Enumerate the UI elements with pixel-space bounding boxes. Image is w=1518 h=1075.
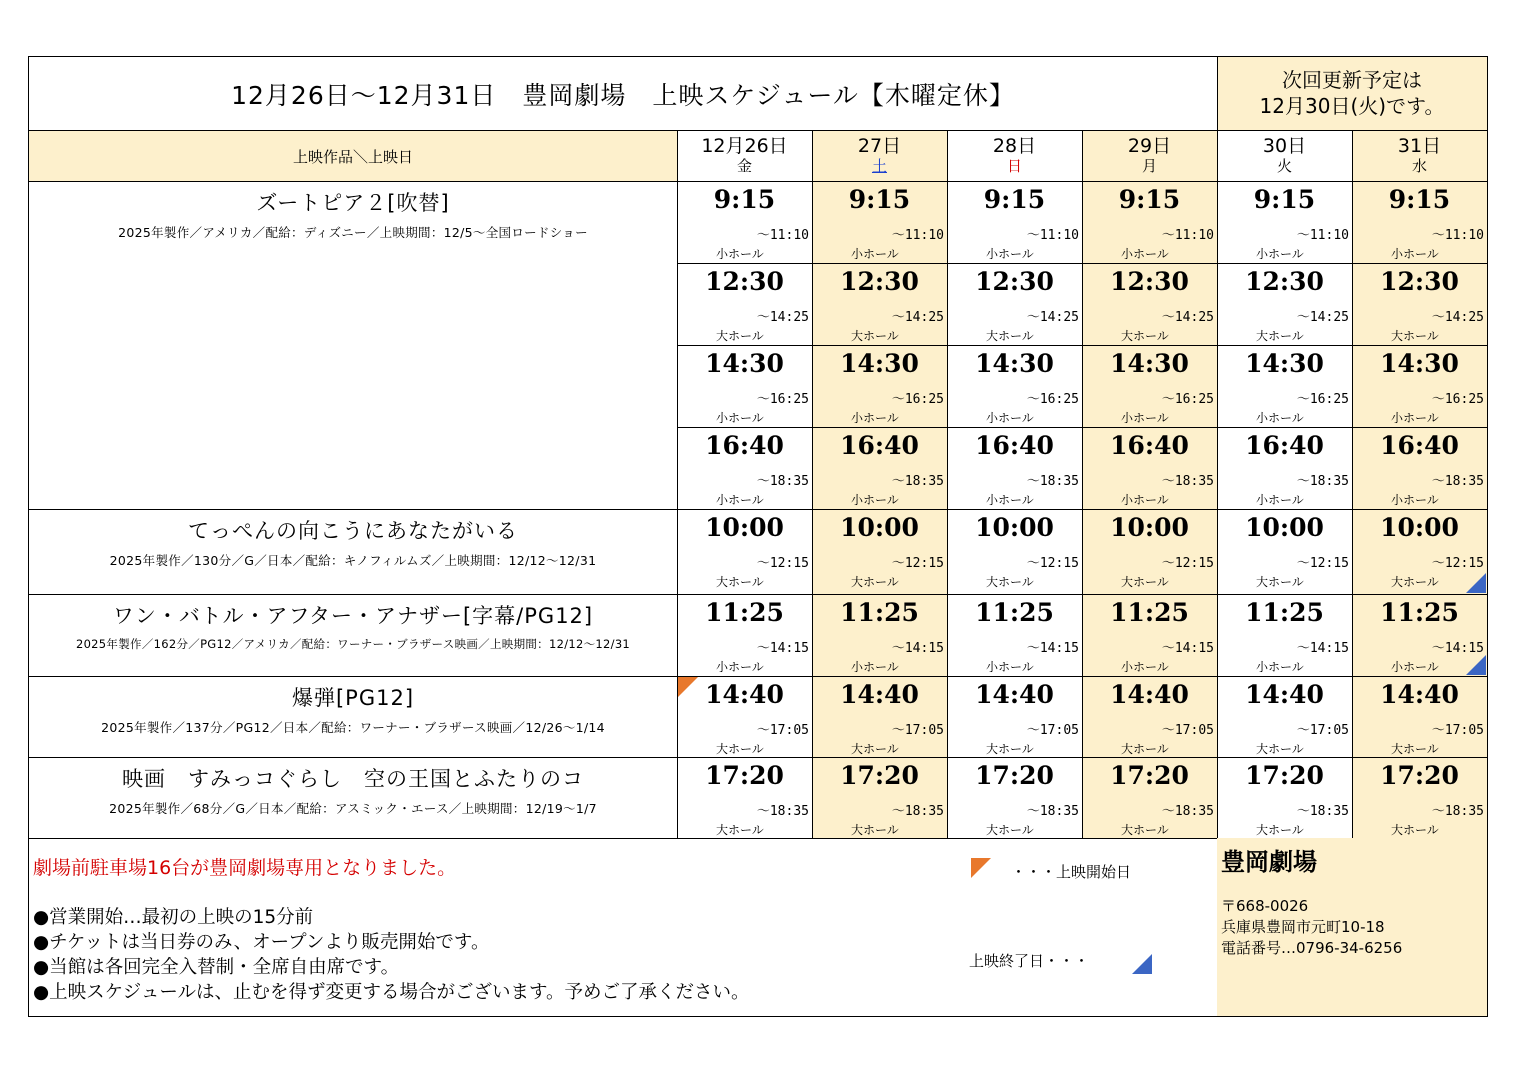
hall-name: 小ホール bbox=[1121, 411, 1169, 425]
end-time: ～12:15 bbox=[1431, 556, 1484, 571]
showtime-cell bbox=[1082, 263, 1217, 345]
end-time: ～11:10 bbox=[1431, 228, 1484, 243]
hall-name: 小ホール bbox=[851, 247, 899, 261]
theater-name: 豊岡劇場 bbox=[1221, 848, 1317, 876]
start-time: 12:30 bbox=[975, 267, 1054, 296]
divider bbox=[677, 130, 678, 838]
rule-item: ●営業開始…最初の上映の15分前 bbox=[33, 907, 314, 928]
start-time: 14:30 bbox=[1380, 349, 1459, 378]
start-time: 17:20 bbox=[1380, 761, 1459, 790]
hall-name: 小ホール bbox=[986, 660, 1034, 674]
end-time: ～14:15 bbox=[1161, 641, 1214, 656]
hall-name: 大ホール bbox=[851, 575, 899, 589]
end-time: ～18:35 bbox=[1431, 804, 1484, 819]
showtime-cell bbox=[1352, 757, 1487, 838]
end-time: ～14:25 bbox=[1161, 310, 1214, 325]
showtime-cell bbox=[1217, 263, 1352, 345]
end-time: ～12:15 bbox=[1026, 556, 1079, 571]
hall-name: 大ホール bbox=[1391, 575, 1439, 589]
start-time: 9:15 bbox=[983, 185, 1046, 214]
movie-detail: 2025年製作／137分／PG12／日本／配給：ワーナー・ブラザース映画／12/26～1/14 bbox=[101, 720, 605, 735]
day-weekday: 月 bbox=[1141, 157, 1157, 175]
showtime-cell bbox=[1217, 676, 1352, 757]
end-time: ～17:05 bbox=[1161, 723, 1214, 738]
divider bbox=[1217, 57, 1218, 130]
showtime-cell bbox=[1082, 345, 1217, 427]
end-time: ～12:15 bbox=[756, 556, 809, 571]
hall-name: 大ホール bbox=[716, 329, 764, 343]
start-date-marker-icon bbox=[678, 677, 698, 697]
start-time: 14:30 bbox=[975, 349, 1054, 378]
showtime-cell bbox=[947, 345, 1082, 427]
start-time: 11:25 bbox=[705, 598, 784, 627]
movie-info bbox=[29, 181, 677, 509]
showtime-cell bbox=[1217, 181, 1352, 263]
legend-start-label: ・・・上映開始日 bbox=[1011, 863, 1132, 881]
start-time: 10:00 bbox=[1380, 513, 1459, 542]
start-time: 17:20 bbox=[1110, 761, 1189, 790]
end-time: ～11:10 bbox=[1161, 228, 1214, 243]
hall-name: 大ホール bbox=[716, 823, 764, 837]
hall-name: 小ホール bbox=[986, 247, 1034, 261]
divider bbox=[29, 130, 1487, 131]
movie-detail: 2025年製作／68分／G／日本／配給：アスミック・エース／上映期間：12/19～1/7 bbox=[109, 801, 597, 816]
showtime-cell bbox=[1352, 676, 1487, 757]
start-time: 9:15 bbox=[1388, 185, 1451, 214]
hall-name: 大ホール bbox=[1121, 575, 1169, 589]
hall-name: 小ホール bbox=[851, 493, 899, 507]
divider bbox=[1082, 130, 1083, 838]
start-time: 10:00 bbox=[1245, 513, 1324, 542]
update-line-1: 次回更新予定は bbox=[1282, 68, 1422, 92]
start-time: 9:15 bbox=[713, 185, 776, 214]
hall-name: 大ホール bbox=[1121, 742, 1169, 756]
hall-name: 大ホール bbox=[851, 329, 899, 343]
start-time: 16:40 bbox=[1110, 431, 1189, 460]
day-date: 27日 bbox=[857, 135, 902, 157]
hall-name: 大ホール bbox=[1256, 329, 1304, 343]
end-time: ～17:05 bbox=[1026, 723, 1079, 738]
start-time: 16:40 bbox=[975, 431, 1054, 460]
hall-name: 小ホール bbox=[1256, 411, 1304, 425]
divider bbox=[1352, 130, 1353, 838]
update-notice bbox=[1217, 57, 1487, 130]
theater-address bbox=[1221, 896, 1402, 959]
day-weekday: 日 bbox=[1006, 157, 1022, 175]
day-date: 12月26日 bbox=[701, 135, 788, 157]
start-time: 11:25 bbox=[975, 598, 1054, 627]
hall-name: 大ホール bbox=[851, 742, 899, 756]
page-title: 12月26日～12月31日 豊岡劇場 上映スケジュール【木曜定休】 bbox=[231, 80, 1015, 110]
end-time: ～16:25 bbox=[1026, 392, 1079, 407]
legend-end-label: 上映終了日・・・ bbox=[969, 952, 1090, 970]
hall-name: 小ホール bbox=[1256, 660, 1304, 674]
end-time: ～14:15 bbox=[756, 641, 809, 656]
showtime-cell bbox=[1217, 509, 1352, 594]
start-time: 17:20 bbox=[705, 761, 784, 790]
end-time: ～11:10 bbox=[756, 228, 809, 243]
hall-name: 大ホール bbox=[1256, 575, 1304, 589]
hall-name: 大ホール bbox=[986, 823, 1034, 837]
hall-name: 大ホール bbox=[1391, 742, 1439, 756]
day-date: 28日 bbox=[992, 135, 1037, 157]
day-header-3 bbox=[947, 131, 1082, 181]
movie-title: ワン・バトル・アフター・アナザー[字幕/PG12] bbox=[112, 604, 594, 628]
start-time: 9:15 bbox=[848, 185, 911, 214]
end-time: ～14:25 bbox=[1026, 310, 1079, 325]
end-time: ～18:35 bbox=[1431, 474, 1484, 489]
start-time: 14:30 bbox=[840, 349, 919, 378]
end-date-marker-icon bbox=[1466, 655, 1486, 675]
theater-info bbox=[1217, 838, 1487, 1016]
start-time: 14:40 bbox=[1245, 680, 1324, 709]
movie-detail: 2025年製作／アメリカ／配給：ディズニー／上映期間：12/5～全国ロードショー bbox=[118, 225, 588, 240]
start-time: 16:40 bbox=[705, 431, 784, 460]
end-time: ～11:10 bbox=[1296, 228, 1349, 243]
start-time: 16:40 bbox=[840, 431, 919, 460]
showtime-cell bbox=[812, 676, 947, 757]
movie-detail: 2025年製作／162分／PG12／アメリカ／配給：ワーナー・ブラザース映画／上映期間：12/12～12/31 bbox=[75, 637, 631, 651]
divider bbox=[812, 130, 813, 838]
end-time: ～16:25 bbox=[1161, 392, 1214, 407]
update-line-2: 12月30日(火)です。 bbox=[1259, 94, 1445, 118]
start-time: 14:30 bbox=[1245, 349, 1324, 378]
movie-title: てっぺんの向こうにあなたがいる bbox=[188, 519, 518, 543]
showtime-cell bbox=[947, 427, 1082, 509]
hall-name: 大ホール bbox=[716, 575, 764, 589]
start-time: 12:30 bbox=[1380, 267, 1459, 296]
end-time: ～18:35 bbox=[1026, 474, 1079, 489]
showtime-cell bbox=[1217, 427, 1352, 509]
end-time: ～18:35 bbox=[1161, 804, 1214, 819]
end-time: ～11:10 bbox=[1026, 228, 1079, 243]
hall-name: 小ホール bbox=[716, 247, 764, 261]
showtime-cell bbox=[677, 509, 812, 594]
hall-name: 小ホール bbox=[851, 660, 899, 674]
hall-name: 大ホール bbox=[986, 742, 1034, 756]
hall-name: 小ホール bbox=[1256, 247, 1304, 261]
hall-name: 小ホール bbox=[1121, 493, 1169, 507]
showtime-cell bbox=[1082, 181, 1217, 263]
hall-name: 小ホール bbox=[1391, 247, 1439, 261]
hall-name: 小ホール bbox=[716, 411, 764, 425]
showtime-cell bbox=[1352, 263, 1487, 345]
start-time: 12:30 bbox=[840, 267, 919, 296]
movie-info bbox=[29, 757, 677, 838]
hall-name: 小ホール bbox=[851, 411, 899, 425]
end-time: ～18:35 bbox=[1296, 474, 1349, 489]
showtime-cell bbox=[812, 263, 947, 345]
end-time: ～11:10 bbox=[891, 228, 944, 243]
hall-name: 小ホール bbox=[986, 493, 1034, 507]
showtime-cell bbox=[947, 509, 1082, 594]
start-time: 12:30 bbox=[1245, 267, 1324, 296]
hall-name: 小ホール bbox=[716, 660, 764, 674]
day-header-4 bbox=[1082, 131, 1217, 181]
day-header-2 bbox=[812, 131, 947, 181]
showtime-cell bbox=[1352, 181, 1487, 263]
hall-name: 大ホール bbox=[1256, 742, 1304, 756]
movie-info bbox=[29, 594, 677, 676]
showtime-cell bbox=[812, 427, 947, 509]
start-time: 9:15 bbox=[1253, 185, 1316, 214]
divider bbox=[29, 594, 1487, 595]
corner-label: 上映作品＼上映日 bbox=[29, 131, 677, 181]
start-time: 14:40 bbox=[1110, 680, 1189, 709]
end-time: ～18:35 bbox=[1296, 804, 1349, 819]
end-time: ～18:35 bbox=[756, 474, 809, 489]
start-time: 16:40 bbox=[1245, 431, 1324, 460]
end-time: ～18:35 bbox=[1161, 474, 1214, 489]
end-date-marker-icon bbox=[1466, 573, 1486, 593]
showtime-cell bbox=[812, 509, 947, 594]
hall-name: 大ホール bbox=[986, 329, 1034, 343]
start-time: 11:25 bbox=[1110, 598, 1189, 627]
end-time: ～16:25 bbox=[1431, 392, 1484, 407]
hall-name: 小ホール bbox=[986, 411, 1034, 425]
hall-name: 大ホール bbox=[986, 575, 1034, 589]
start-time: 10:00 bbox=[705, 513, 784, 542]
end-time: ～18:35 bbox=[891, 804, 944, 819]
day-weekday: 金 bbox=[736, 157, 752, 175]
start-time: 14:30 bbox=[1110, 349, 1189, 378]
end-time: ～14:25 bbox=[1431, 310, 1484, 325]
end-time: ～17:05 bbox=[1296, 723, 1349, 738]
day-weekday: 土 bbox=[871, 157, 887, 175]
day-date: 30日 bbox=[1262, 135, 1307, 157]
showtime-cell bbox=[1217, 594, 1352, 676]
start-time: 17:20 bbox=[840, 761, 919, 790]
hall-name: 小ホール bbox=[716, 493, 764, 507]
day-header-6 bbox=[1352, 131, 1487, 181]
movie-info bbox=[29, 676, 677, 757]
showtime-cell bbox=[677, 594, 812, 676]
end-time: ～14:15 bbox=[891, 641, 944, 656]
movie-title: ズートピア２[吹替] bbox=[256, 191, 450, 215]
divider bbox=[29, 509, 1487, 510]
start-time: 10:00 bbox=[1110, 513, 1189, 542]
showtime-cell bbox=[1352, 427, 1487, 509]
end-time: ～18:35 bbox=[891, 474, 944, 489]
hall-name: 大ホール bbox=[1121, 823, 1169, 837]
house-rules bbox=[33, 905, 750, 1005]
start-time: 12:30 bbox=[705, 267, 784, 296]
rule-item: ●当館は各回完全入替制・全席自由席です。 bbox=[33, 957, 400, 978]
movie-detail: 2025年製作／130分／G／日本／配給：キノフィルムズ／上映期間：12/12～12/31 bbox=[109, 553, 597, 568]
end-time: ～12:15 bbox=[1161, 556, 1214, 571]
legend-start-marker-icon bbox=[971, 858, 991, 878]
postal-code: 〒668-0026 bbox=[1221, 897, 1309, 915]
end-time: ～14:25 bbox=[756, 310, 809, 325]
showtime-cell bbox=[1217, 345, 1352, 427]
start-time: 10:00 bbox=[975, 513, 1054, 542]
street-address: 兵庫県豊岡市元町10-18 bbox=[1221, 918, 1385, 936]
end-time: ～17:05 bbox=[1431, 723, 1484, 738]
movie-info bbox=[29, 509, 677, 594]
rule-item: ●チケットは当日券のみ、オープンより販売開始です。 bbox=[33, 932, 490, 953]
showtime-cell bbox=[1082, 757, 1217, 838]
start-time: 14:40 bbox=[975, 680, 1054, 709]
divider bbox=[29, 181, 1487, 182]
start-time: 14:40 bbox=[705, 680, 784, 709]
end-time: ～18:35 bbox=[756, 804, 809, 819]
end-time: ～14:25 bbox=[1296, 310, 1349, 325]
hall-name: 大ホール bbox=[1391, 823, 1439, 837]
end-time: ～12:15 bbox=[1296, 556, 1349, 571]
phone-number: 電話番号…0796-34-6256 bbox=[1221, 939, 1403, 957]
day-weekday: 水 bbox=[1411, 157, 1427, 175]
hall-name: 小ホール bbox=[1121, 247, 1169, 261]
showtime-cell bbox=[947, 594, 1082, 676]
showtime-cell bbox=[812, 757, 947, 838]
parking-notice: 劇場前駐車場16台が豊岡劇場専用となりました。 bbox=[33, 857, 457, 879]
showtime-cell bbox=[947, 757, 1082, 838]
hall-name: 大ホール bbox=[716, 742, 764, 756]
hall-name: 小ホール bbox=[1391, 411, 1439, 425]
end-time: ～17:05 bbox=[891, 723, 944, 738]
day-header-1 bbox=[677, 131, 812, 181]
end-time: ～14:25 bbox=[891, 310, 944, 325]
end-time: ～18:35 bbox=[1026, 804, 1079, 819]
end-time: ～12:15 bbox=[891, 556, 944, 571]
showtime-cell bbox=[947, 263, 1082, 345]
showtime-cell bbox=[677, 427, 812, 509]
showtime-cell bbox=[947, 676, 1082, 757]
end-time: ～17:05 bbox=[756, 723, 809, 738]
start-time: 17:20 bbox=[1245, 761, 1324, 790]
hall-name: 小ホール bbox=[1391, 660, 1439, 674]
day-header-5 bbox=[1217, 131, 1352, 181]
start-time: 16:40 bbox=[1380, 431, 1459, 460]
start-time: 11:25 bbox=[840, 598, 919, 627]
hall-name: 小ホール bbox=[1256, 493, 1304, 507]
showtime-cell bbox=[677, 345, 812, 427]
day-date: 29日 bbox=[1127, 135, 1172, 157]
movie-title: 映画 すみっコぐらし 空の王国とふたりのコ bbox=[122, 767, 584, 791]
start-time: 14:40 bbox=[1380, 680, 1459, 709]
end-time: ～16:25 bbox=[891, 392, 944, 407]
showtime-cell bbox=[1082, 509, 1217, 594]
start-time: 17:20 bbox=[975, 761, 1054, 790]
hall-name: 大ホール bbox=[1256, 823, 1304, 837]
start-time: 11:25 bbox=[1380, 598, 1459, 627]
start-time: 11:25 bbox=[1245, 598, 1324, 627]
showtime-cell bbox=[677, 757, 812, 838]
hall-name: 小ホール bbox=[1121, 660, 1169, 674]
hall-name: 大ホール bbox=[1121, 329, 1169, 343]
hall-name: 小ホール bbox=[1391, 493, 1439, 507]
hall-name: 大ホール bbox=[851, 823, 899, 837]
showtime-cell bbox=[1217, 757, 1352, 838]
day-date: 31日 bbox=[1397, 135, 1442, 157]
showtime-cell bbox=[1082, 594, 1217, 676]
rule-item: ●上映スケジュールは、止むを得ず変更する場合がございます。予めご了承ください。 bbox=[33, 982, 750, 1003]
hall-name: 大ホール bbox=[1391, 329, 1439, 343]
showtime-cell bbox=[812, 345, 947, 427]
start-time: 9:15 bbox=[1118, 185, 1181, 214]
divider bbox=[947, 130, 948, 838]
end-time: ～14:15 bbox=[1026, 641, 1079, 656]
end-time: ～16:25 bbox=[1296, 392, 1349, 407]
end-time: ～14:15 bbox=[1431, 641, 1484, 656]
day-weekday: 火 bbox=[1276, 157, 1292, 175]
divider bbox=[29, 676, 1487, 677]
start-time: 14:40 bbox=[840, 680, 919, 709]
divider bbox=[29, 757, 1487, 758]
start-time: 10:00 bbox=[840, 513, 919, 542]
end-time: ～14:15 bbox=[1296, 641, 1349, 656]
showtime-cell bbox=[677, 263, 812, 345]
showtime-cell bbox=[812, 181, 947, 263]
showtime-cell bbox=[1352, 345, 1487, 427]
showtime-cell bbox=[677, 181, 812, 263]
movie-title: 爆弾[PG12] bbox=[291, 686, 415, 710]
showtime-cell bbox=[947, 181, 1082, 263]
start-time: 12:30 bbox=[1110, 267, 1189, 296]
showtime-cell bbox=[1082, 676, 1217, 757]
end-time: ～16:25 bbox=[756, 392, 809, 407]
showtime-cell bbox=[812, 594, 947, 676]
schedule-sheet bbox=[28, 56, 1488, 1017]
legend-end-marker-icon bbox=[1132, 954, 1152, 974]
start-time: 14:30 bbox=[705, 349, 784, 378]
showtime-cell bbox=[1082, 427, 1217, 509]
